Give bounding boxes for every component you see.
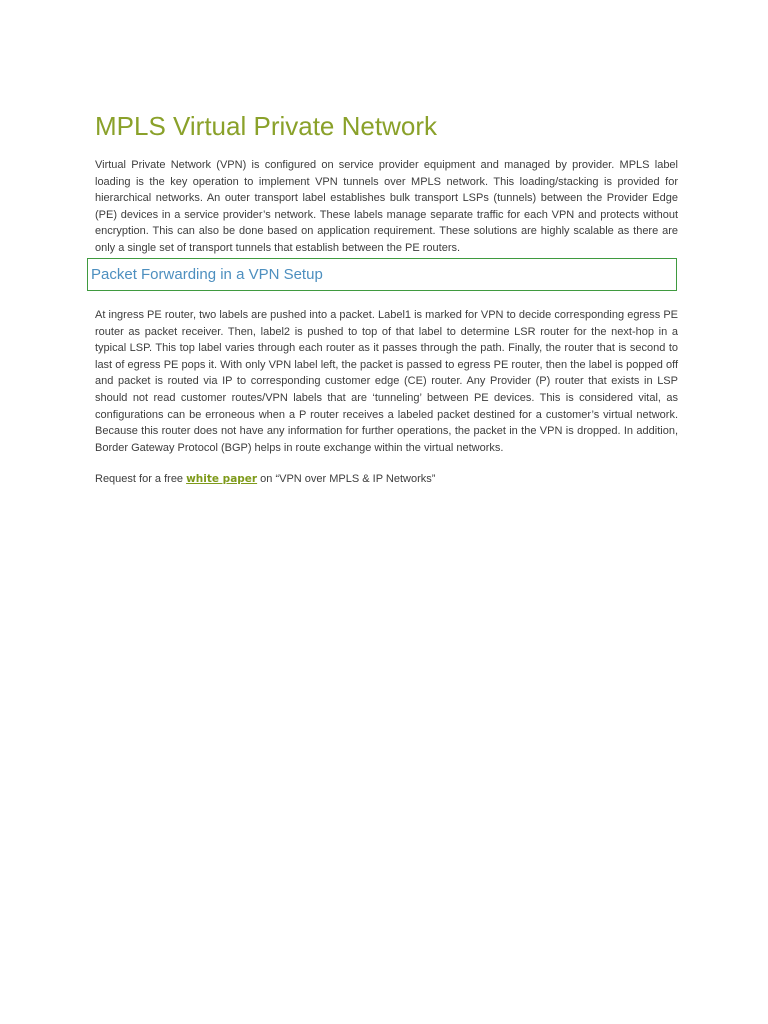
request-prefix: Request for a free	[95, 473, 187, 485]
white-paper-request	[95, 471, 435, 487]
white-paper-link[interactable]: white paper	[186, 473, 258, 485]
section-paragraph: At ingress PE router, two labels are pushed into a packet. Label1 is marked for VPN to decide corresponding egress PE router as packet receiver. Then, label2 is pushed to top of that label to determine LSR router for the next-hop in a typical LSP. This top label varies through each router as it passes through the path. Finally, the router that is second to last of egress PE pops it. With only VPN label left, the packet is passed to egress PE router, then the label is popped off and packet is routed via IP to corresponding customer edge (CE) router. Any Provider (P) router that exists in LSP should not read customer routes/VPN labels that are ‘tunneling’ between PE devices. This is considered vital, as configurations can be erroneous when a P router receives a labeled packet destined for a customer’s virtual network. Because this router does not have any information for further operations, the packet in the VPN is dropped. In addition, Border Gateway Protocol (BGP) helps in route exchange within the virtual networks.	[95, 309, 678, 454]
section-heading-box	[87, 258, 677, 291]
request-suffix: on “VPN over MPLS & IP Networks”	[257, 473, 436, 485]
intro-paragraph: Virtual Private Network (VPN) is configured on service provider equipment and managed by provider. MPLS label loading is the key operation to implement VPN tunnels over MPLS network. This loading/stacking is provided for hierarchical networks. An outer transport label establishes bulk transport LSPs (tunnels) between the Provider Edge (PE) devices in a service provider’s network. These labels manage separate traffic for each VPN and protects without encryption. This can also be done based on application requirement. These solutions are highly scalable as there are only a single set of transport tunnels that establish between the PE routers.	[95, 159, 678, 254]
page-title: MPLS Virtual Private Network	[95, 111, 437, 141]
section-heading: Packet Forwarding in a VPN Setup	[91, 266, 323, 283]
